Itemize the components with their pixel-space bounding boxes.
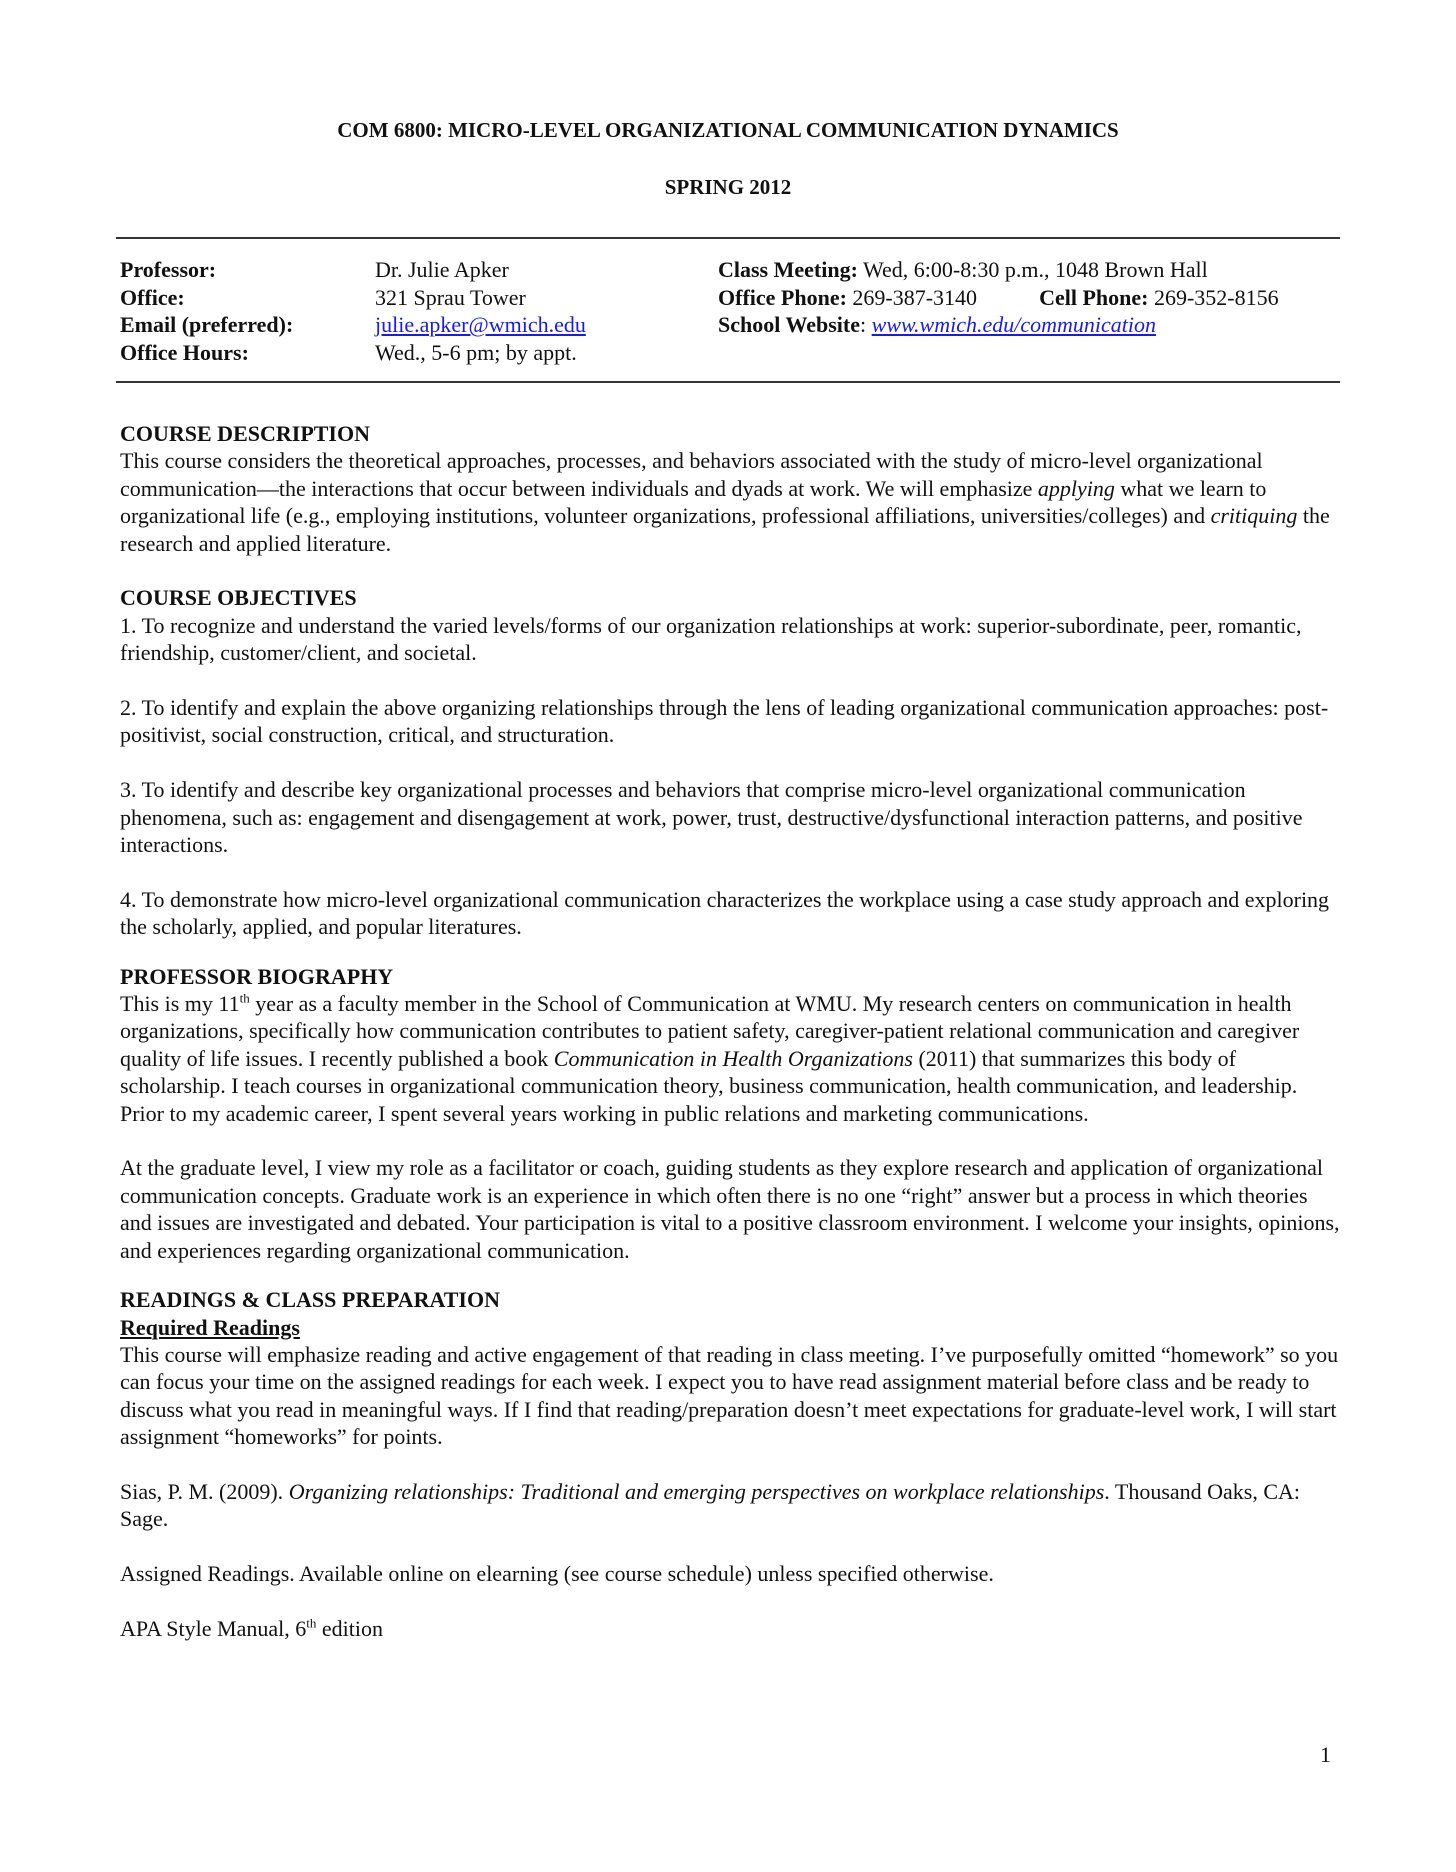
office-location: 321 Sprau Tower: [375, 284, 526, 310]
office-hours-value: Wed., 5-6 pm; by appt.: [375, 339, 577, 365]
office-label: Office:: [120, 284, 185, 310]
office-phone-value: 269-387-3140: [852, 284, 978, 310]
info-labels-column: [120, 256, 293, 366]
email-link[interactable]: julie.apker@wmich.edu: [375, 312, 586, 337]
course-description-text: This course considers the theoretical approaches, processes, and behaviors associated with the study of micro-level organizational communication—the interactions that occur between individuals and dyads at work. We will emphasize applying what we learn to organizational life (e.g., employing institutions, volunteer organizations, professional affiliations, universities/colleges) and critiquing the research and applied literature.: [120, 448, 1330, 556]
readings-intro: This course will emphasize reading and active engagement of that reading in class meeting. I’ve purposefully omitted “homework” so you can focus your time on the assigned readings for each week. I expect you to have read assignment material before class and be ready to discuss what you read in meaningful ways. If I find that reading/preparation doesn’t meet expectations for graduate-level work, I will start assignment “homeworks” for points.: [120, 1341, 1339, 1450]
phone-row: [718, 284, 1358, 312]
info-values-column: [375, 256, 586, 366]
objective-1: 1. To recognize and understand the varied levels/forms of our organization relationships at work: superior-subordinate, peer, romantic, friendship, customer/client, and societal.: [120, 612, 1302, 666]
document-title: COM 6800: MICRO-LEVEL ORGANIZATIONAL COMMUNICATION DYNAMICS: [337, 118, 1119, 142]
website-label: School Website: [718, 312, 861, 337]
office-phone-label: Office Phone:: [718, 284, 847, 310]
cell-phone-value: 269-352-8156: [1153, 284, 1279, 310]
info-right-column: [718, 256, 1358, 339]
top-divider: [116, 237, 1340, 239]
assigned-readings-note: Assigned Readings. Available online on elearning (see course schedule) unless specified otherwise.: [120, 1561, 994, 1587]
class-meeting-label: Class Meeting:: [718, 257, 858, 282]
class-meeting-value: Wed, 6:00-8:30 p.m., 1048 Brown Hall: [863, 257, 1208, 282]
objective-3: 3. To identify and describe key organizational processes and behaviors that comprise micro-level organizational communication phenomena, such as: engagement and disengagement at work, power, trust, destructive/dysfunctional interaction patterns, and positive interactions.: [120, 777, 1303, 858]
email-label: Email (preferred):: [120, 312, 294, 337]
objective-4: 4. To demonstrate how micro-level organizational communication characterizes the workplace using a case study approach and exploring the scholarly, applied, and popular literatures.: [120, 886, 1330, 940]
required-readings-subheading: Required Readings: [120, 1314, 300, 1340]
course-objectives-heading: COURSE OBJECTIVES: [120, 585, 357, 611]
objective-2: 2. To identify and explain the above organizing relationships through the lens of leading organizational communication approaches: post-positivist, social construction, critical, and structuration.: [120, 695, 1329, 748]
office-hours-label: Office Hours:: [120, 339, 249, 365]
website-row: School Website: www.wmich.edu/communication: [718, 312, 1156, 337]
page-number: 1: [1320, 1742, 1331, 1767]
document-term: SPRING 2012: [664, 175, 792, 199]
course-description-heading: COURSE DESCRIPTION: [120, 421, 370, 446]
bottom-divider: [116, 381, 1340, 383]
cell-phone-label: Cell Phone:: [1039, 284, 1149, 310]
website-link[interactable]: www.wmich.edu/communication: [871, 312, 1156, 337]
professor-name: Dr. Julie Apker: [375, 257, 509, 282]
biography-paragraph-2: At the graduate level, I view my role as a facilitator or coach, guiding students as they explore research and application of organizational communication concepts. Graduate work is an experience in which often there is no one “right” answer but a process in which theories and issues are investigated and debated. Your participation is vital to a positive classroom environment. I welcome your insights, opinions, and experiences regarding organizational communication.: [120, 1155, 1340, 1263]
apa-manual-note: APA Style Manual, 6th edition: [120, 1615, 383, 1641]
biography-heading: PROFESSOR BIOGRAPHY: [120, 963, 394, 989]
class-meeting-row: [718, 256, 1358, 284]
professor-label: Professor:: [120, 257, 217, 282]
biography-paragraph-1: This is my 11th year as a faculty member in the School of Communication at WMU. My research centers on communication in health organizations, specifically how communication contributes to patient safety, caregiver-patient relational communication and caregiver quality of life issues. I recently published a book Communication in Health Organizations (2011) that summarizes this body of scholarship. I teach courses in organizational communication theory, business communication, health communication, and leadership. Prior to my academic career, I spent several years working in public relations and marketing communications.: [120, 990, 1300, 1126]
required-book-citation: Sias, P. M. (2009). Organizing relationships: Traditional and emerging perspectives on workplace relationships. Thousand Oaks, CA: Sage.: [120, 1478, 1301, 1532]
readings-heading: READINGS & CLASS PREPARATION: [120, 1287, 500, 1313]
syllabus-content: [120, 420, 1340, 1670]
